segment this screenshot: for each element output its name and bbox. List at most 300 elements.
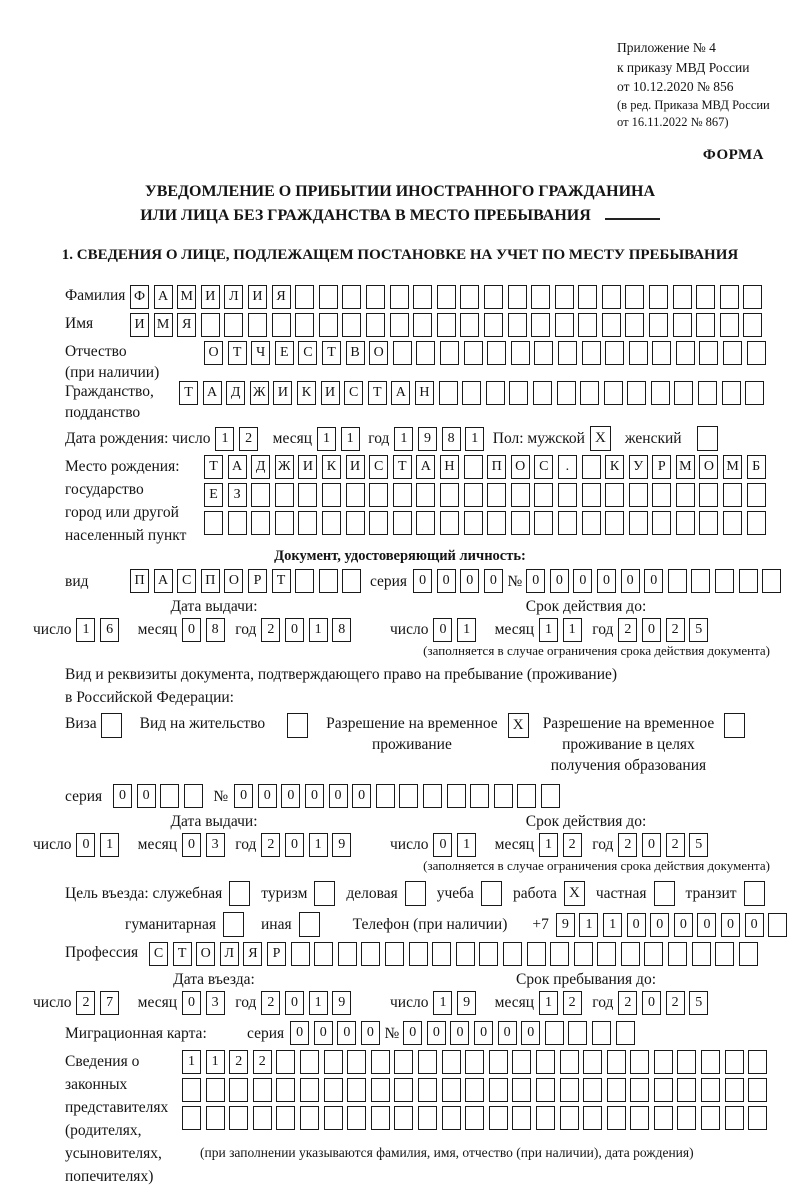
char-cell[interactable] [228, 511, 247, 535]
char-cell[interactable] [699, 483, 718, 507]
char-cell[interactable] [720, 313, 739, 337]
purpose-tourism-checkbox[interactable] [314, 881, 335, 906]
char-cell[interactable]: 3 [206, 833, 225, 857]
char-cell[interactable] [560, 1078, 579, 1102]
char-cell[interactable] [276, 1106, 295, 1130]
char-cell[interactable]: П [487, 455, 506, 479]
char-cell[interactable] [558, 341, 577, 365]
char-cell[interactable] [248, 313, 267, 337]
char-cell[interactable]: 0 [484, 569, 503, 593]
char-cell[interactable]: 0 [403, 1021, 422, 1045]
char-cell[interactable]: 0 [352, 784, 371, 808]
char-cell[interactable]: 0 [281, 784, 300, 808]
char-cell[interactable] [725, 1106, 744, 1130]
rvp-checkbox[interactable]: X [508, 713, 529, 738]
char-cell[interactable] [511, 483, 530, 507]
char-cell[interactable]: Д [226, 381, 245, 405]
char-cell[interactable] [300, 1106, 319, 1130]
char-cell[interactable] [494, 784, 513, 808]
char-cell[interactable] [399, 784, 418, 808]
purpose-humanitarian-checkbox[interactable] [223, 912, 244, 937]
char-cell[interactable]: А [416, 455, 435, 479]
char-cell[interactable] [652, 341, 671, 365]
char-cell[interactable]: 0 [650, 913, 669, 937]
char-cell[interactable] [394, 1078, 413, 1102]
char-cell[interactable] [376, 784, 395, 808]
char-cell[interactable] [654, 1106, 673, 1130]
char-cell[interactable]: 0 [361, 1021, 380, 1045]
char-cell[interactable] [583, 1078, 602, 1102]
char-cell[interactable]: 1 [433, 991, 452, 1015]
char-cell[interactable]: П [130, 569, 149, 593]
char-cell[interactable]: 0 [474, 1021, 493, 1045]
char-cell[interactable] [437, 285, 456, 309]
char-cell[interactable]: В [346, 341, 365, 365]
char-cell[interactable] [574, 942, 593, 966]
char-cell[interactable]: Е [275, 341, 294, 365]
char-cell[interactable] [725, 1050, 744, 1074]
char-cell[interactable] [748, 1050, 767, 1074]
char-cell[interactable] [676, 511, 695, 535]
char-cell[interactable] [649, 313, 668, 337]
char-cell[interactable]: И [201, 285, 220, 309]
char-cell[interactable] [409, 942, 428, 966]
char-cell[interactable] [324, 1106, 343, 1130]
char-cell[interactable] [723, 483, 742, 507]
char-cell[interactable] [644, 942, 663, 966]
char-cell[interactable] [462, 381, 481, 405]
char-cell[interactable] [439, 381, 458, 405]
char-cell[interactable] [748, 1078, 767, 1102]
char-cell[interactable]: С [298, 341, 317, 365]
char-cell[interactable]: С [177, 569, 196, 593]
char-cell[interactable] [616, 1021, 635, 1045]
char-cell[interactable] [607, 1106, 626, 1130]
char-cell[interactable]: 2 [618, 833, 637, 857]
char-cell[interactable]: Т [368, 381, 387, 405]
char-cell[interactable]: 0 [234, 784, 253, 808]
char-cell[interactable]: А [203, 381, 222, 405]
char-cell[interactable] [696, 285, 715, 309]
char-cell[interactable] [677, 1050, 696, 1074]
char-cell[interactable] [275, 483, 294, 507]
char-cell[interactable]: О [204, 341, 223, 365]
char-cell[interactable]: С [149, 942, 168, 966]
char-cell[interactable] [541, 784, 560, 808]
char-cell[interactable]: 0 [337, 1021, 356, 1045]
char-cell[interactable]: 1 [76, 618, 95, 642]
char-cell[interactable] [630, 1078, 649, 1102]
char-cell[interactable] [160, 784, 179, 808]
char-cell[interactable] [385, 942, 404, 966]
char-cell[interactable] [487, 511, 506, 535]
char-cell[interactable] [437, 313, 456, 337]
char-cell[interactable] [560, 1106, 579, 1130]
char-cell[interactable] [511, 511, 530, 535]
char-cell[interactable] [464, 455, 483, 479]
char-cell[interactable] [416, 341, 435, 365]
char-cell[interactable] [291, 942, 310, 966]
char-cell[interactable]: И [321, 381, 340, 405]
char-cell[interactable] [298, 483, 317, 507]
char-cell[interactable]: 2 [261, 833, 280, 857]
char-cell[interactable]: 0 [285, 618, 304, 642]
char-cell[interactable] [550, 942, 569, 966]
char-cell[interactable] [229, 1106, 248, 1130]
char-cell[interactable] [580, 381, 599, 405]
char-cell[interactable]: А [391, 381, 410, 405]
char-cell[interactable] [536, 1078, 555, 1102]
char-cell[interactable] [508, 285, 527, 309]
char-cell[interactable] [602, 285, 621, 309]
char-cell[interactable]: 2 [261, 618, 280, 642]
char-cell[interactable]: 0 [76, 833, 95, 857]
char-cell[interactable] [465, 1078, 484, 1102]
char-cell[interactable]: А [154, 285, 173, 309]
char-cell[interactable] [276, 1050, 295, 1074]
char-cell[interactable] [460, 285, 479, 309]
char-cell[interactable]: Н [415, 381, 434, 405]
purpose-business-checkbox[interactable] [405, 881, 426, 906]
char-cell[interactable]: 0 [745, 913, 764, 937]
char-cell[interactable]: Д [251, 455, 270, 479]
char-cell[interactable]: 9 [418, 427, 437, 451]
char-cell[interactable]: 9 [332, 991, 351, 1015]
char-cell[interactable]: 0 [137, 784, 156, 808]
char-cell[interactable] [338, 942, 357, 966]
char-cell[interactable] [371, 1050, 390, 1074]
char-cell[interactable]: О [369, 341, 388, 365]
char-cell[interactable] [512, 1050, 531, 1074]
char-cell[interactable] [677, 1106, 696, 1130]
char-cell[interactable] [346, 511, 365, 535]
char-cell[interactable]: П [201, 569, 220, 593]
char-cell[interactable] [416, 511, 435, 535]
char-cell[interactable] [371, 1106, 390, 1130]
char-cell[interactable]: 1 [215, 427, 234, 451]
char-cell[interactable]: З [228, 483, 247, 507]
char-cell[interactable]: 5 [689, 833, 708, 857]
char-cell[interactable] [276, 1078, 295, 1102]
char-cell[interactable] [560, 1050, 579, 1074]
char-cell[interactable]: 2 [239, 427, 258, 451]
char-cell[interactable]: 5 [689, 991, 708, 1015]
char-cell[interactable]: 2 [253, 1050, 272, 1074]
char-cell[interactable]: 9 [332, 833, 351, 857]
char-cell[interactable] [652, 483, 671, 507]
char-cell[interactable] [413, 313, 432, 337]
purpose-other-checkbox[interactable] [299, 912, 320, 937]
char-cell[interactable]: Я [272, 285, 291, 309]
char-cell[interactable] [489, 1050, 508, 1074]
char-cell[interactable] [701, 1106, 720, 1130]
char-cell[interactable]: 2 [229, 1050, 248, 1074]
char-cell[interactable]: И [130, 313, 149, 337]
purpose-private-checkbox[interactable] [654, 881, 675, 906]
char-cell[interactable] [295, 313, 314, 337]
char-cell[interactable]: 5 [689, 618, 708, 642]
char-cell[interactable]: Т [272, 569, 291, 593]
char-cell[interactable] [470, 784, 489, 808]
char-cell[interactable]: М [177, 285, 196, 309]
char-cell[interactable]: 0 [433, 833, 452, 857]
char-cell[interactable]: 0 [285, 833, 304, 857]
char-cell[interactable] [484, 313, 503, 337]
char-cell[interactable] [442, 1106, 461, 1130]
char-cell[interactable] [762, 569, 781, 593]
char-cell[interactable]: 0 [329, 784, 348, 808]
char-cell[interactable]: И [298, 455, 317, 479]
char-cell[interactable] [582, 511, 601, 535]
char-cell[interactable]: Т [228, 341, 247, 365]
char-cell[interactable]: Н [440, 455, 459, 479]
char-cell[interactable]: М [154, 313, 173, 337]
char-cell[interactable]: 0 [644, 569, 663, 593]
char-cell[interactable] [545, 1021, 564, 1045]
char-cell[interactable]: К [322, 455, 341, 479]
char-cell[interactable] [442, 1050, 461, 1074]
char-cell[interactable] [393, 483, 412, 507]
char-cell[interactable]: 0 [258, 784, 277, 808]
char-cell[interactable] [582, 455, 601, 479]
char-cell[interactable]: 1 [563, 618, 582, 642]
char-cell[interactable] [582, 483, 601, 507]
char-cell[interactable] [534, 483, 553, 507]
char-cell[interactable] [295, 569, 314, 593]
char-cell[interactable] [676, 341, 695, 365]
char-cell[interactable]: 2 [666, 833, 685, 857]
char-cell[interactable]: Ж [250, 381, 269, 405]
purpose-study-checkbox[interactable] [481, 881, 502, 906]
char-cell[interactable]: 0 [305, 784, 324, 808]
char-cell[interactable] [347, 1078, 366, 1102]
char-cell[interactable] [418, 1078, 437, 1102]
char-cell[interactable] [206, 1106, 225, 1130]
char-cell[interactable] [629, 511, 648, 535]
char-cell[interactable] [393, 341, 412, 365]
char-cell[interactable] [319, 569, 338, 593]
char-cell[interactable] [253, 1078, 272, 1102]
char-cell[interactable] [390, 313, 409, 337]
char-cell[interactable] [346, 483, 365, 507]
char-cell[interactable] [715, 942, 734, 966]
char-cell[interactable]: 0 [521, 1021, 540, 1045]
char-cell[interactable] [625, 313, 644, 337]
char-cell[interactable]: 0 [573, 569, 592, 593]
char-cell[interactable] [692, 942, 711, 966]
char-cell[interactable] [652, 511, 671, 535]
char-cell[interactable]: С [344, 381, 363, 405]
char-cell[interactable]: 0 [526, 569, 545, 593]
char-cell[interactable]: Ф [130, 285, 149, 309]
char-cell[interactable] [487, 483, 506, 507]
char-cell[interactable] [621, 942, 640, 966]
char-cell[interactable]: 2 [76, 991, 95, 1015]
char-cell[interactable]: 1 [341, 427, 360, 451]
char-cell[interactable] [229, 1078, 248, 1102]
char-cell[interactable] [583, 1106, 602, 1130]
char-cell[interactable] [393, 511, 412, 535]
char-cell[interactable]: 1 [579, 913, 598, 937]
char-cell[interactable]: Я [177, 313, 196, 337]
char-cell[interactable] [557, 381, 576, 405]
char-cell[interactable] [649, 285, 668, 309]
char-cell[interactable] [275, 511, 294, 535]
char-cell[interactable]: 1 [317, 427, 336, 451]
char-cell[interactable] [607, 1078, 626, 1102]
char-cell[interactable] [300, 1050, 319, 1074]
char-cell[interactable] [440, 341, 459, 365]
char-cell[interactable]: 0 [597, 569, 616, 593]
char-cell[interactable]: 2 [618, 991, 637, 1015]
char-cell[interactable] [251, 483, 270, 507]
char-cell[interactable]: 1 [206, 1050, 225, 1074]
char-cell[interactable] [251, 511, 270, 535]
sex-female-checkbox[interactable] [697, 426, 718, 451]
char-cell[interactable] [322, 511, 341, 535]
char-cell[interactable]: О [224, 569, 243, 593]
char-cell[interactable] [204, 511, 223, 535]
char-cell[interactable] [699, 341, 718, 365]
char-cell[interactable] [748, 1106, 767, 1130]
char-cell[interactable] [503, 942, 522, 966]
char-cell[interactable] [369, 511, 388, 535]
char-cell[interactable]: О [511, 455, 530, 479]
char-cell[interactable] [440, 483, 459, 507]
char-cell[interactable]: 1 [539, 833, 558, 857]
char-cell[interactable]: 0 [413, 569, 432, 593]
char-cell[interactable]: 0 [285, 991, 304, 1015]
char-cell[interactable] [676, 483, 695, 507]
char-cell[interactable] [534, 341, 553, 365]
char-cell[interactable] [568, 1021, 587, 1045]
char-cell[interactable] [630, 1050, 649, 1074]
char-cell[interactable] [465, 1050, 484, 1074]
char-cell[interactable]: 0 [450, 1021, 469, 1045]
char-cell[interactable]: 2 [563, 991, 582, 1015]
char-cell[interactable]: 0 [460, 569, 479, 593]
char-cell[interactable] [625, 285, 644, 309]
char-cell[interactable] [324, 1078, 343, 1102]
char-cell[interactable] [720, 285, 739, 309]
char-cell[interactable]: Т [322, 341, 341, 365]
char-cell[interactable] [696, 313, 715, 337]
char-cell[interactable]: 6 [100, 618, 119, 642]
char-cell[interactable] [371, 1078, 390, 1102]
char-cell[interactable] [182, 1106, 201, 1130]
char-cell[interactable] [347, 1050, 366, 1074]
char-cell[interactable] [725, 1078, 744, 1102]
char-cell[interactable]: И [346, 455, 365, 479]
char-cell[interactable]: К [605, 455, 624, 479]
char-cell[interactable]: 2 [666, 618, 685, 642]
char-cell[interactable] [605, 341, 624, 365]
purpose-transit-checkbox[interactable] [744, 881, 765, 906]
char-cell[interactable]: И [273, 381, 292, 405]
char-cell[interactable] [201, 313, 220, 337]
char-cell[interactable]: У [629, 455, 648, 479]
char-cell[interactable] [206, 1078, 225, 1102]
char-cell[interactable]: 0 [290, 1021, 309, 1045]
char-cell[interactable]: Р [248, 569, 267, 593]
char-cell[interactable] [555, 313, 574, 337]
char-cell[interactable] [602, 313, 621, 337]
char-cell[interactable] [347, 1106, 366, 1130]
char-cell[interactable] [592, 1021, 611, 1045]
char-cell[interactable] [432, 942, 451, 966]
char-cell[interactable] [512, 1106, 531, 1130]
char-cell[interactable]: 1 [182, 1050, 201, 1074]
char-cell[interactable]: 0 [433, 618, 452, 642]
char-cell[interactable]: Р [652, 455, 671, 479]
char-cell[interactable] [723, 341, 742, 365]
char-cell[interactable]: 0 [113, 784, 132, 808]
char-cell[interactable] [745, 381, 764, 405]
char-cell[interactable] [182, 1078, 201, 1102]
char-cell[interactable]: 9 [556, 913, 575, 937]
char-cell[interactable] [739, 569, 758, 593]
char-cell[interactable] [300, 1078, 319, 1102]
char-cell[interactable] [597, 942, 616, 966]
char-cell[interactable] [668, 942, 687, 966]
char-cell[interactable]: Т [204, 455, 223, 479]
char-cell[interactable]: 8 [442, 427, 461, 451]
purpose-work-checkbox[interactable]: X [564, 881, 585, 906]
char-cell[interactable] [508, 313, 527, 337]
char-cell[interactable]: 0 [697, 913, 716, 937]
char-cell[interactable]: Ж [275, 455, 294, 479]
sex-male-checkbox[interactable]: X [590, 426, 611, 451]
char-cell[interactable] [319, 285, 338, 309]
char-cell[interactable] [440, 511, 459, 535]
char-cell[interactable] [627, 381, 646, 405]
char-cell[interactable]: 0 [642, 833, 661, 857]
char-cell[interactable] [674, 381, 693, 405]
char-cell[interactable] [447, 784, 466, 808]
char-cell[interactable] [605, 483, 624, 507]
char-cell[interactable]: С [534, 455, 553, 479]
char-cell[interactable] [418, 1106, 437, 1130]
char-cell[interactable]: Р [267, 942, 286, 966]
char-cell[interactable]: 1 [539, 618, 558, 642]
char-cell[interactable] [651, 381, 670, 405]
char-cell[interactable] [489, 1078, 508, 1102]
char-cell[interactable] [511, 341, 530, 365]
char-cell[interactable] [536, 1106, 555, 1130]
char-cell[interactable] [322, 483, 341, 507]
char-cell[interactable] [489, 1106, 508, 1130]
char-cell[interactable] [558, 483, 577, 507]
char-cell[interactable] [698, 381, 717, 405]
char-cell[interactable] [366, 313, 385, 337]
char-cell[interactable] [715, 569, 734, 593]
char-cell[interactable]: 1 [457, 833, 476, 857]
char-cell[interactable] [295, 285, 314, 309]
char-cell[interactable]: 1 [457, 618, 476, 642]
char-cell[interactable]: 0 [437, 569, 456, 593]
char-cell[interactable] [456, 942, 475, 966]
char-cell[interactable] [319, 313, 338, 337]
char-cell[interactable] [298, 511, 317, 535]
char-cell[interactable] [739, 942, 758, 966]
char-cell[interactable]: 0 [674, 913, 693, 937]
char-cell[interactable] [394, 1106, 413, 1130]
char-cell[interactable]: 3 [206, 991, 225, 1015]
char-cell[interactable] [747, 483, 766, 507]
char-cell[interactable] [578, 285, 597, 309]
visa-checkbox[interactable] [101, 713, 122, 738]
char-cell[interactable] [743, 313, 762, 337]
